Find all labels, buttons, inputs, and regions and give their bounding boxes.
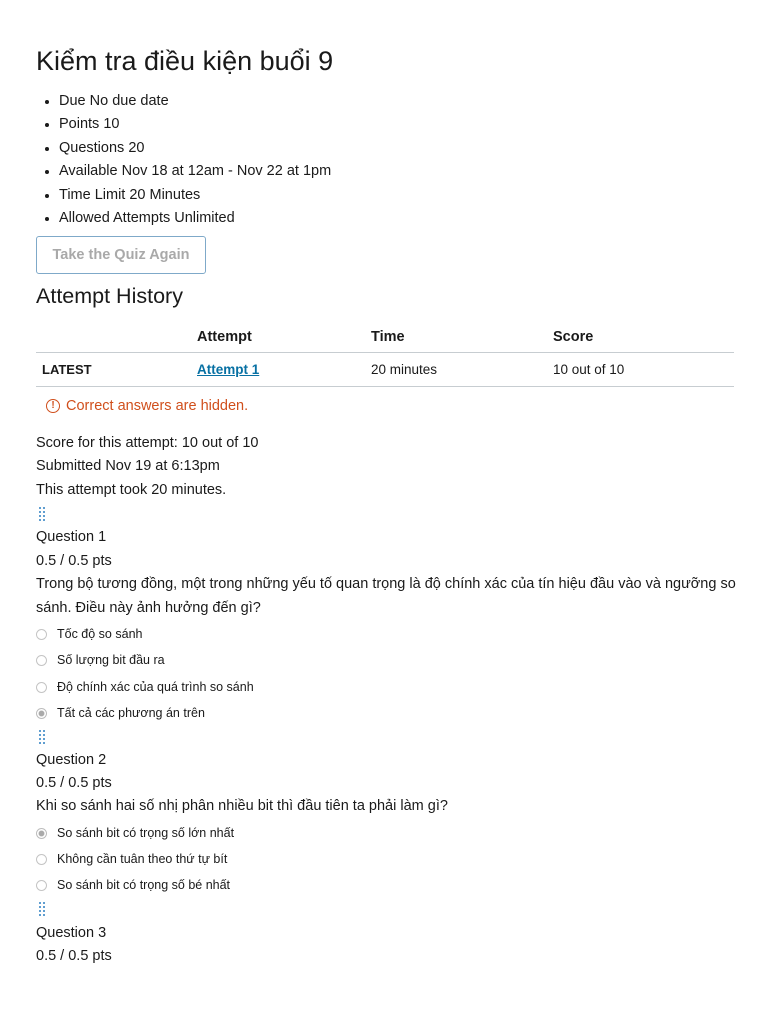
radio-unselected[interactable] — [36, 854, 47, 865]
question-2-answer-2[interactable] — [36, 850, 227, 868]
question-2-points: 0.5 / 0.5 pts — [36, 775, 112, 791]
detail-points: • Points 10 — [59, 113, 331, 136]
question-1-answer-2[interactable] — [36, 651, 165, 669]
quiz-details-list — [36, 90, 331, 230]
table-row — [36, 353, 734, 387]
detail-time-limit: • Time Limit 20 Minutes — [59, 184, 331, 207]
question-2-title: Question 2 — [36, 752, 107, 768]
question-2-answer-1[interactable] — [36, 824, 234, 842]
detail-attempts: • Allowed Attempts Unlimited — [59, 207, 331, 230]
take-quiz-again-button[interactable]: Take the Quiz Again — [36, 236, 206, 274]
detail-due: • Due No due date — [59, 90, 331, 113]
column-header-attempt: Attempt — [197, 329, 252, 345]
radio-unselected[interactable] — [36, 629, 47, 640]
attempt-history-heading: Attempt History — [36, 284, 183, 308]
drag-handle-icon[interactable] — [38, 901, 46, 917]
answer-label: So sánh bit có trọng số lớn nhất — [57, 826, 235, 840]
answer-label: Độ chính xác của quá trình so sánh — [57, 680, 254, 694]
radio-selected[interactable] — [36, 828, 47, 839]
alert-text: Correct answers are hidden. — [66, 398, 249, 414]
drag-handle-icon[interactable] — [38, 729, 46, 745]
drag-handle-icon[interactable] — [38, 506, 46, 522]
submitted-text: Submitted Nov 19 at 6:13pm — [36, 458, 220, 474]
attempt-time: 20 minutes — [371, 362, 438, 377]
question-2-text: Khi so sánh hai số nhị phân nhiều bit thì đầu tiên ta phải làm gì? — [36, 798, 448, 814]
detail-questions: • Questions 20 — [59, 137, 331, 160]
answer-label: Tất cả các phương án trên — [57, 706, 205, 720]
answer-label: Không cần tuân theo thứ tự bít — [57, 852, 228, 866]
answer-label: So sánh bit có trọng số bé nhất — [57, 878, 231, 892]
alert-circle-icon: ! — [46, 399, 60, 413]
answer-label: Tốc độ so sánh — [57, 627, 143, 641]
question-3-points: 0.5 / 0.5 pts — [36, 948, 112, 964]
answer-label: Số lượng bit đầu ra — [57, 653, 165, 667]
column-header-time: Time — [371, 329, 405, 345]
question-2-answer-3[interactable] — [36, 876, 230, 894]
question-1-answer-4[interactable] — [36, 704, 205, 722]
detail-available: • Available Nov 18 at 12am - Nov 22 at 1pm — [59, 160, 331, 183]
attempt-score-text: Score for this attempt: 10 out of 10 — [36, 435, 259, 451]
question-1-answer-1[interactable] — [36, 625, 142, 643]
radio-unselected[interactable] — [36, 655, 47, 666]
radio-unselected[interactable] — [36, 682, 47, 693]
question-3-title: Question 3 — [36, 925, 107, 941]
latest-label: LATEST — [42, 362, 92, 377]
question-1-points: 0.5 / 0.5 pts — [36, 553, 112, 569]
radio-unselected[interactable] — [36, 880, 47, 891]
radio-selected[interactable] — [36, 708, 47, 719]
duration-text: This attempt took 20 minutes. — [36, 482, 227, 498]
question-1-text: Trong bộ tương đồng, một trong những yếu tố quan trọng là độ chính xác của tín hiệu đầu vào và ngưỡng so sánh. Điều này ảnh hưởng đến gì? — [36, 576, 736, 616]
column-header-score: Score — [553, 329, 594, 345]
table-header-row — [36, 322, 734, 353]
attempt-1-link[interactable]: Attempt 1 — [197, 362, 260, 377]
correct-answers-hidden-alert — [46, 398, 248, 414]
attempt-history-table — [36, 322, 734, 387]
question-1-answer-3[interactable] — [36, 678, 254, 696]
page-title: Kiểm tra điều kiện buổi 9 — [36, 46, 334, 76]
question-1-title: Question 1 — [36, 529, 107, 545]
attempt-score: 10 out of 10 — [553, 362, 625, 377]
